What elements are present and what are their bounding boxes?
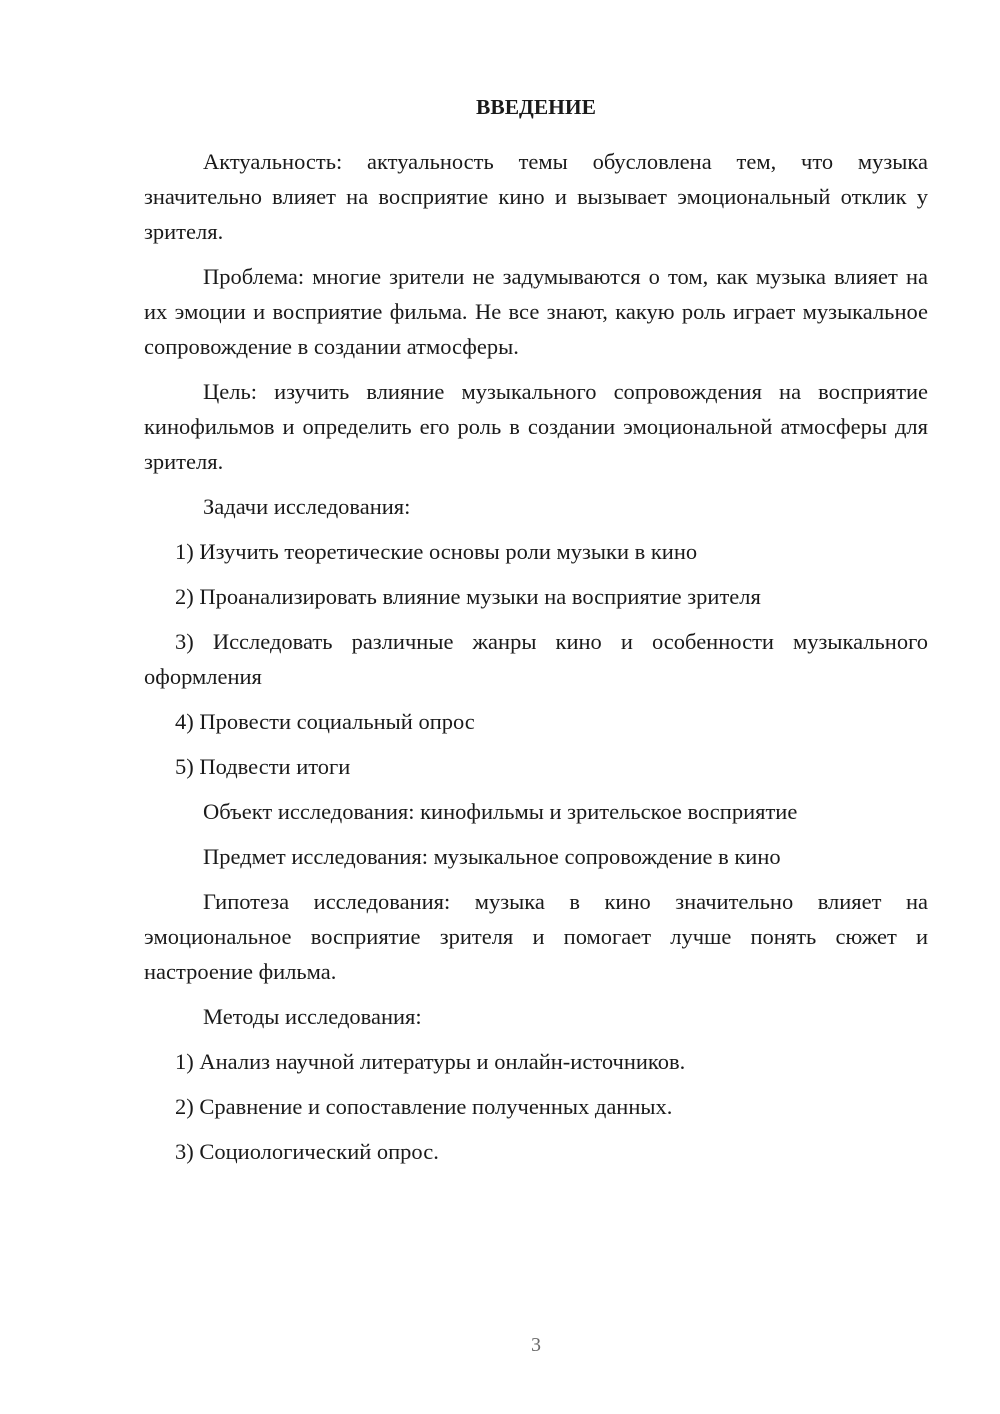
- method-item: 2) Сравнение и сопоставление полученных данных.: [175, 1094, 673, 1119]
- relevance-paragraph: Актуальность: актуальность темы обусловлена тем, что музыка значительно влияет на восприятие кино и вызывает эмоциональный отклик у зрителя.: [144, 149, 928, 244]
- document-page: [144, 92, 928, 1179]
- task-item: 2) Проанализировать влияние музыки на восприятие зрителя: [175, 584, 761, 609]
- tasks-heading: Задачи исследования:: [203, 494, 411, 519]
- task-item: 1) Изучить теоретические основы роли музыки в кино: [175, 539, 698, 564]
- hypothesis-paragraph: Гипотеза исследования: музыка в кино значительно влияет на эмоциональное восприятие зрителя и помогает лучше понять сюжет и настроение фильма.: [144, 889, 928, 984]
- method-item: 3) Социологический опрос.: [175, 1139, 439, 1164]
- section-title: ВВЕДЕНИЕ: [476, 95, 596, 119]
- subject-paragraph: Предмет исследования: музыкальное сопровождение в кино: [203, 844, 781, 869]
- object-paragraph: Объект исследования: кинофильмы и зрительское восприятие: [203, 799, 798, 824]
- methods-heading: Методы исследования:: [203, 1004, 422, 1029]
- task-item: 3) Исследовать различные жанры кино и особенности музыкального оформления: [144, 629, 928, 689]
- task-item: 5) Подвести итоги: [175, 754, 351, 779]
- problem-paragraph: Проблема: многие зрители не задумываются о том, как музыка влияет на их эмоции и восприятие фильма. Не все знают, какую роль играет музыкальное сопровождение в создании атмосферы.: [144, 264, 928, 359]
- page-number: 3: [531, 1334, 541, 1356]
- task-item: 4) Провести социальный опрос: [175, 709, 475, 734]
- method-item: 1) Анализ научной литературы и онлайн-источников.: [175, 1049, 686, 1074]
- goal-paragraph: Цель: изучить влияние музыкального сопровождения на восприятие кинофильмов и определить его роль в создании эмоциональной атмосферы для зрителя.: [144, 379, 928, 474]
